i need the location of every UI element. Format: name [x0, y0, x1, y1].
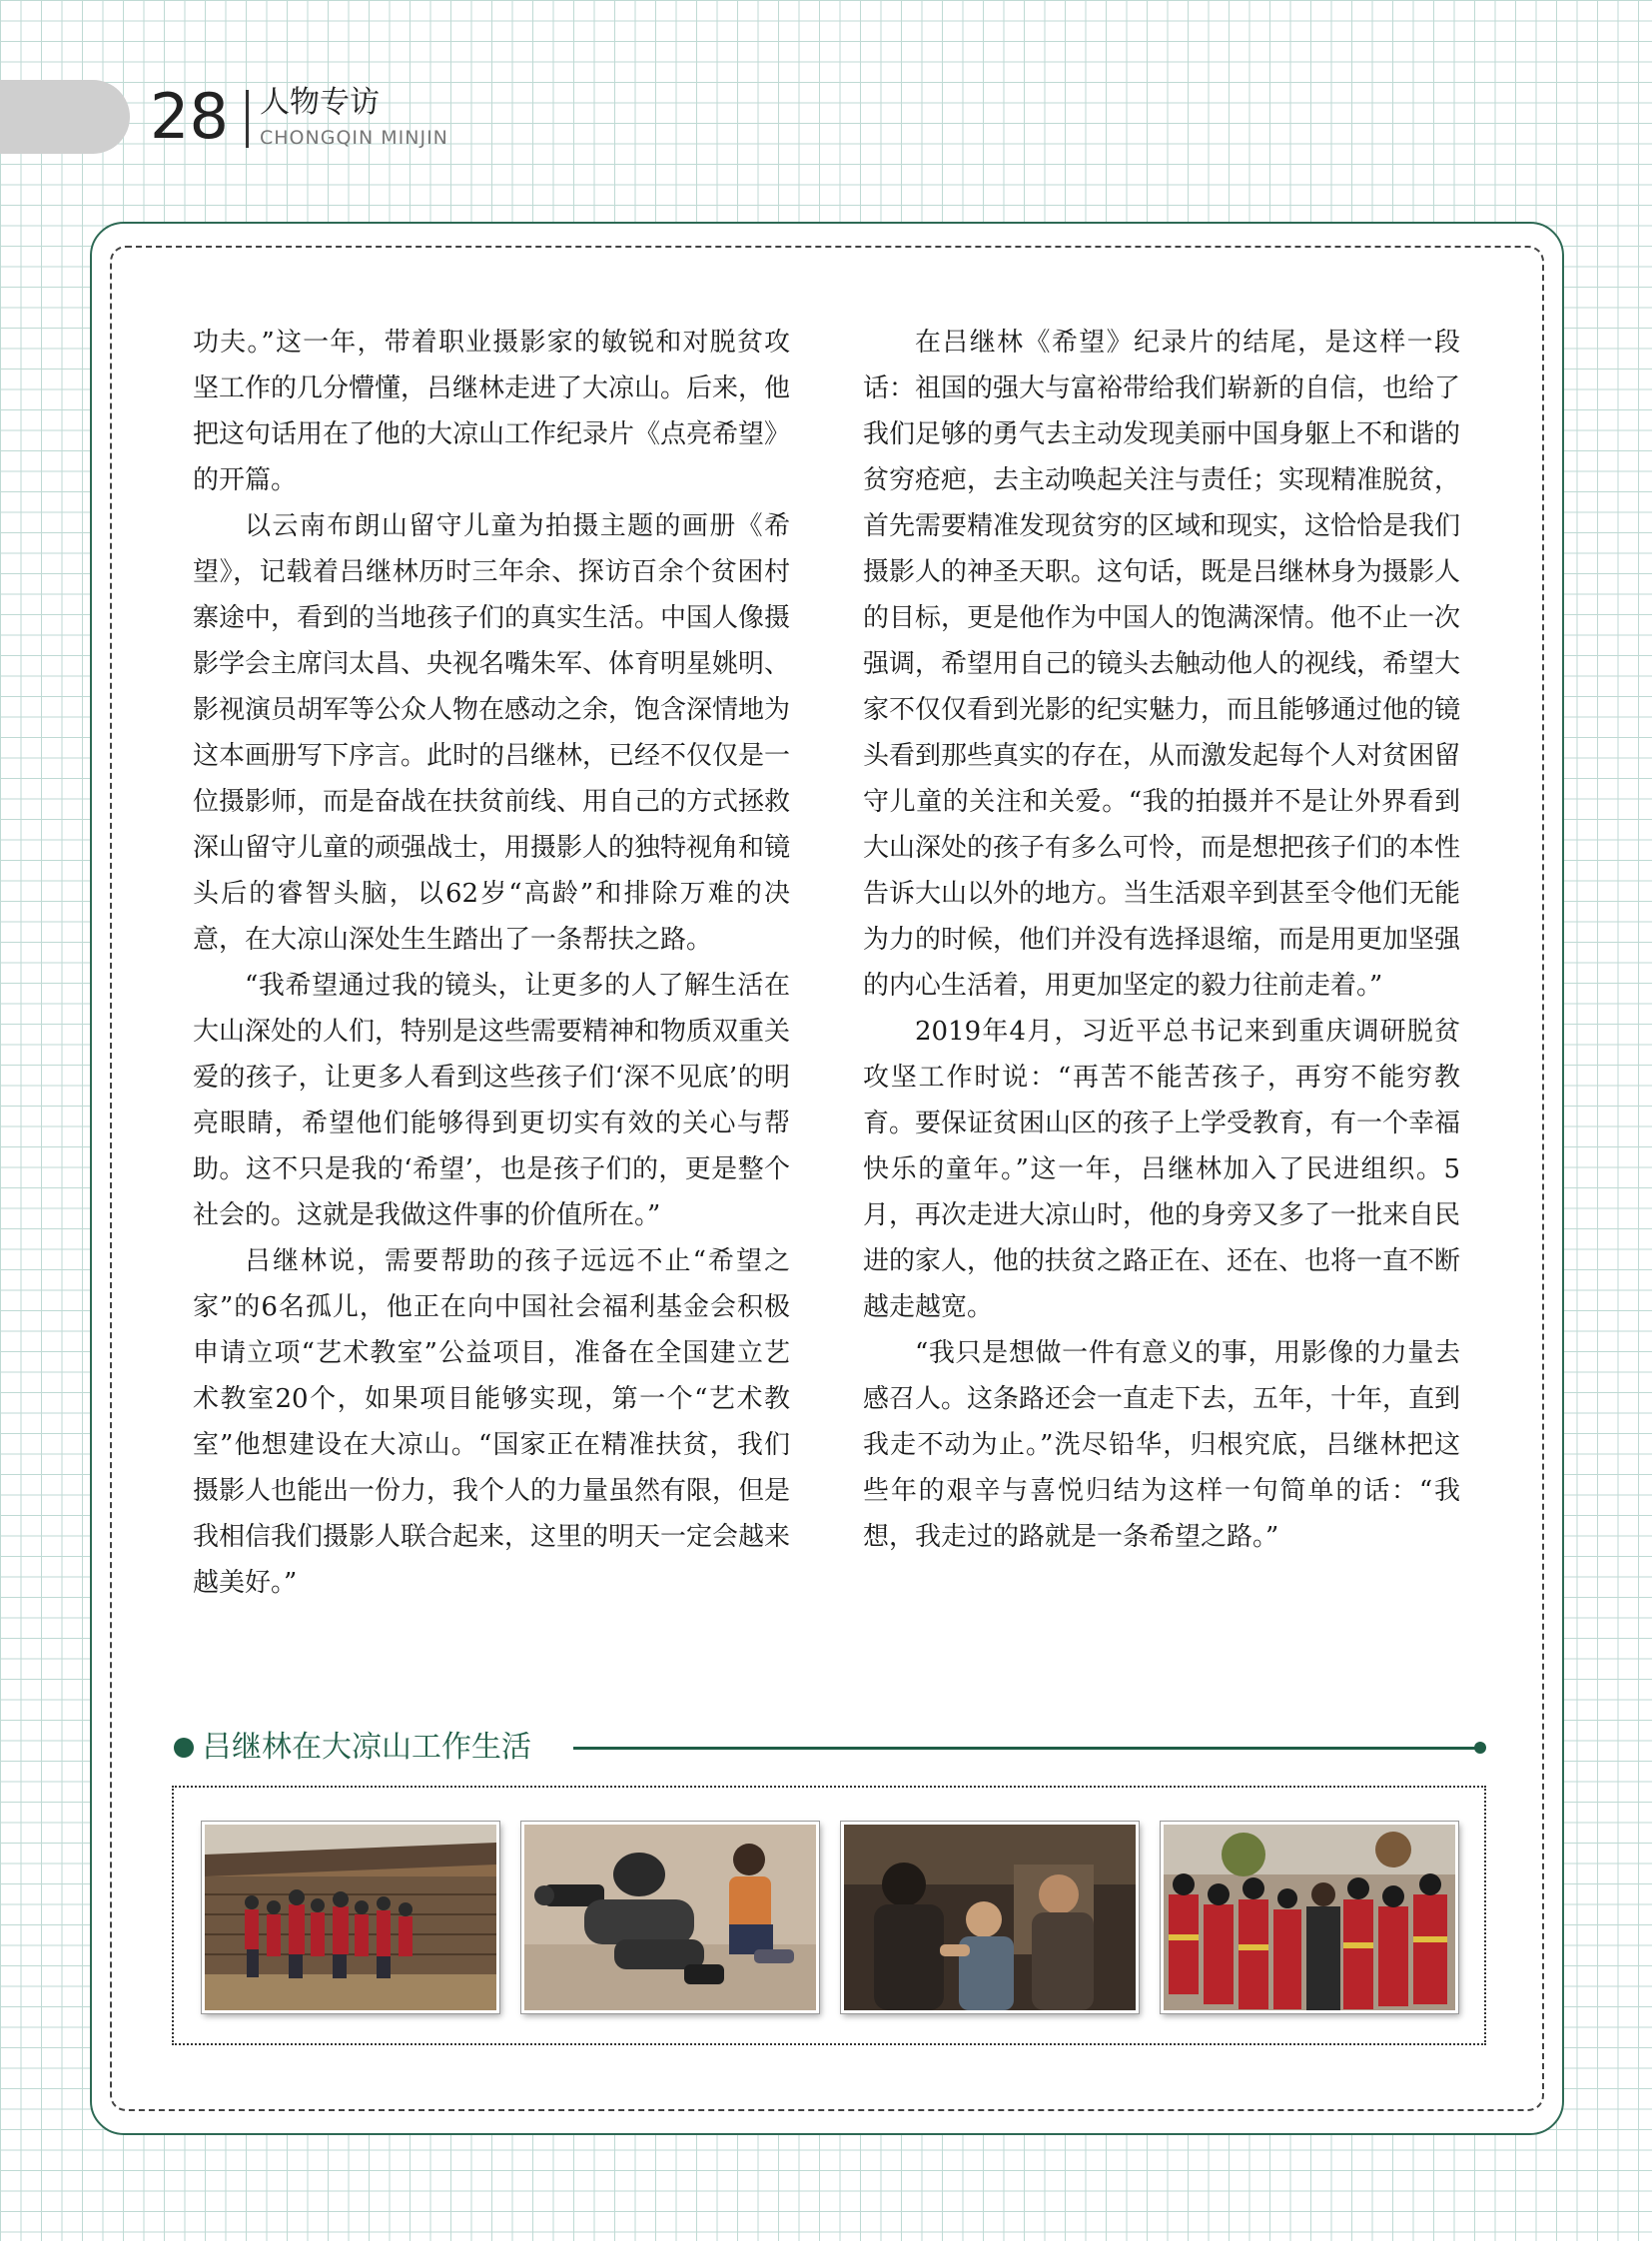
photo-visiting-elderly	[841, 1822, 1139, 2013]
paragraph: 2019年4月，习近平总书记来到重庆调研脱贫攻坚工作时说：“再苦不能苦孩子，再穷不能穷教育。要保证贫困山区的孩子上学受教育，有一个幸福快乐的童年。”这一年，吕继林加入了民进组织。5月，再次走进大凉山时，他的身旁又多了一批来自民进的家人，他的扶贫之路正在、还在、也将一直不断越走越宽。	[863, 1017, 1461, 1322]
paragraph: “我希望通过我的镜头，让更多的人了解生活在大山深处的人们，特别是这些需要精神和物质双重关爱的孩子，让更多人看到这些孩子们‘深不见底’的明亮眼睛，希望他们能够得到更切实有效的关心与帮助。这不只是我的‘希望’，也是孩子们的，更是整个社会的。这就是我做这件事的价值所在。”	[193, 971, 791, 1230]
photo-section-title: 吕继林在大凉山工作生活	[202, 1730, 531, 1765]
page-number: 28	[150, 80, 229, 153]
title-rule	[573, 1747, 1482, 1750]
paragraph: “我只是想做一件有意义的事，用影像的力量去感召人。这条路还会一直走下去，五年，十年，直到我走不动为止。”洗尽铅华，归根究底，吕继林把这些年的艰辛与喜悦归结为这样一句简单的话：“我想，我走过的路就是一条希望之路。”	[863, 1338, 1461, 1552]
bullet-dot-icon	[174, 1738, 194, 1758]
rule-end-dot-icon	[1474, 1742, 1486, 1754]
page-tab	[0, 80, 130, 154]
paragraph: 以云南布朗山留守儿童为拍摄主题的画册《希望》，记载着吕继林历时三年余、探访百余个贫困村寨途中，看到的当地孩子们的真实生活。中国人像摄影学会主席闫太昌、央视名嘴朱军、体育明星姚明、影视演员胡军等公众人物在感动之余，饱含深情地为这本画册写下序言。此时的吕继林，已经不仅仅是一位摄影师，而是奋战在扶贫前线、用自己的方式拯救深山留守儿童的顽强战士，用摄影人的独特视角和镜头后的睿智头脑，以62岁“高龄”和排除万难的决意，在大凉山深处生生踏出了一条帮扶之路。	[193, 511, 791, 955]
paragraph: 功夫。”这一年，带着职业摄影家的敏锐和对脱贫攻坚工作的几分懵懂，吕继林走进了大凉山。后来，他把这句话用在了他的大凉山工作纪录片《点亮希望》的开篇。	[193, 328, 791, 495]
photo-photographer-with-child	[521, 1822, 819, 2013]
section-title: 人物专访	[260, 85, 380, 120]
photo-group-with-children	[202, 1822, 499, 2013]
header-divider	[246, 90, 249, 148]
paragraph: 在吕继林《希望》纪录片的结尾，是这样一段话：祖国的强大与富裕带给我们崭新的自信，也给了我们足够的勇气去主动发现美丽中国身躯上不和谐的贫穷疮疤，去主动唤起关注与责任；实现精准脱贫，首先需要精准发现贫穷的区域和现实，这恰恰是我们摄影人的神圣天职。这句话，既是吕继林身为摄影人的目标，更是他作为中国人的饱满深情。他不止一次强调，希望用自己的镜头去触动他人的视线，希望大家不仅仅看到光影的纪实魅力，而且能够通过他的镜头看到那些真实的存在，从而激发起每个人对贫困留守儿童的关注和关爱。“我的拍摄并不是让外界看到大山深处的孩子有多么可怜，而是想把孩子们的本性告诉大山以外的地方。当生活艰辛到甚至令他们无能为力的时候，他们并没有选择退缩，而是用更加坚强的内心生活着，用更加坚定的毅力往前走着。”	[863, 328, 1461, 1001]
photo-section-header	[174, 1730, 1484, 1766]
article-left-column	[193, 320, 790, 1606]
section-subtitle: CHONGQIN MINJIN	[260, 127, 448, 149]
paragraph: 吕继林说，需要帮助的孩子远远不止“希望之家”的6名孤儿，他正在向中国社会福利基金会积极申请立项“艺术教室”公益项目，准备在全国建立艺术教室20个，如果项目能够实现，第一个“艺术教室”他想建设在大凉山。“国家正在精准扶贫，我们摄影人也能出一份力，我个人的力量虽然有限，但是我相信我们摄影人联合起来，这里的明天一定会越来越美好。”	[193, 1246, 791, 1598]
photo-crowd-traditional-dress	[1161, 1822, 1458, 2013]
article-right-column	[863, 320, 1460, 1560]
